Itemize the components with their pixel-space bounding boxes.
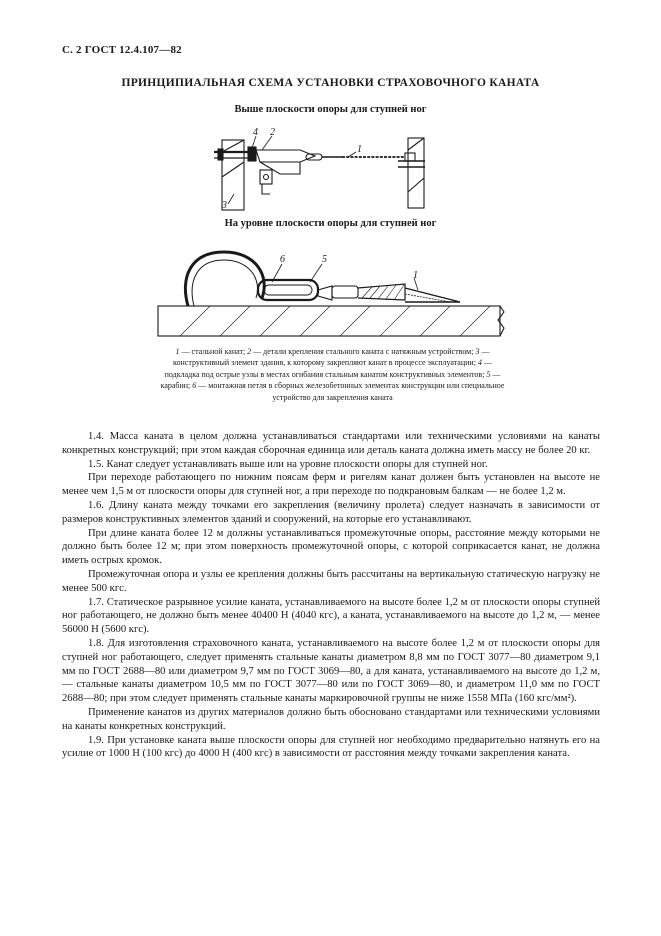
paragraph: 1.8. Для изготовления страховочного каната, устанавливаемого на высоте более 1,2 м от плоскости опоры для ступней ног работающего, следует применять стальные канаты диаметром 8,8 мм по ГОСТ 3077—80 диаметром 9,1 мм по ГОСТ 2688—80 или диаметром 9,7 мм по ГОСТ 3069—80, а для каната, устанавливаемого на высоте до 1,2 м, — стальные канаты диаметром 10,5 мм по ГОСТ 3077—80 или по ГОСТ 3069—80, и диаметром 11,0 мм по ГОСТ 2688—80; при этом следует применять стальные канаты маркировочной группы не ниже 1558 МПа (160 кгс/мм²).	[62, 637, 600, 705]
fig2-label-6: 6	[280, 254, 285, 265]
caption-num: 3	[475, 347, 480, 356]
paragraph: Промежуточная опора и узлы ее крепления должны быть рассчитаны на вертикальную статическую нагрузку не менее 500 кгс.	[62, 568, 600, 594]
fig2-label-5: 5	[322, 254, 327, 265]
figure-caption	[160, 346, 505, 403]
caption-num: 6	[192, 381, 197, 391]
carabiner	[258, 280, 318, 300]
page-header: С. 2 ГОСТ 12.4.107—82	[62, 44, 182, 56]
caption-num: 2	[247, 347, 252, 356]
body-text	[62, 430, 600, 761]
figure1-diagram	[200, 122, 460, 212]
caption-text: — подкладка под острые узлы в местах огибания стальным канатом конструктивных элементов;	[164, 358, 492, 379]
caption-text: — монтажная петля в сборных железобетонных элементах конструкции или специальное устройство для закрепления каната	[196, 381, 505, 402]
figure1-subtitle: Выше плоскости опоры для ступней ног	[234, 104, 427, 115]
caption-text: — конструктивный элемент здания, к которому закрепляют канат в процессе эксплуатации;	[173, 347, 490, 368]
concrete-slab	[158, 306, 500, 336]
paragraph: 1.7. Статическое разрывное усилие каната, устанавливаемого на высоте более 1,2 м от плоскости опоры ступней ног работающего, не должно быть менее 40400 Н (4040 кгс), а каната, устанавливаемого на высоте до 1,2 м, — менее 56000 Н (5600 кгс).	[62, 596, 600, 636]
caption-text: — стальной канат;	[179, 347, 248, 356]
caption-text: — детали крепления стального каната с натяжным устройством;	[251, 347, 476, 356]
fig1-label-2: 2	[270, 127, 275, 138]
caption-text: — карабин;	[160, 369, 501, 391]
caption-num: 5	[486, 369, 491, 379]
paragraph: 1.5. Канат следует устанавливать выше или на уровне плоскости опоры для ступней ног.	[88, 458, 488, 470]
paragraph: При переходе работающего по нижним поясам ферм и ригелям канат должен быть установлен на высоте не менее чем 1,5 м от плоскости опоры для ступней ног, а при переходе по подкрановым балкам — не более 1,2 м.	[62, 472, 600, 498]
caption-num: 4	[477, 358, 482, 368]
paragraph: 1.9. При установке каната выше плоскости опоры для ступней ног необходимо предварительно натянуть его на усилие от 1000 Н (100 кгс) до 4000 Н (400 кгс) в зависимости от расстояния между точками закрепления каната.	[62, 734, 600, 760]
paragraph: При длине каната более 12 м должны устанавливаться промежуточные опоры, расстояние между которыми не должно быть более 12 м; при этом поверхность промежуточной опоры, с которой соприкасается канат, не должна иметь острых кромок.	[62, 527, 600, 567]
caption-num: 1	[175, 347, 180, 356]
fig1-label-1: 1	[357, 144, 362, 155]
steel-rope	[405, 288, 460, 302]
paragraph: 1.4. Масса каната в целом должна устанавливаться стандартами или техническими условиями на канаты конкретных конструкций; при этом каждая сборочная единица или деталь каната должна иметь массу не более 20 кг.	[62, 431, 600, 456]
figure2-diagram	[150, 238, 510, 342]
figure2-subtitle: На уровне плоскости опоры для ступней ног	[224, 218, 437, 229]
paragraph: 1.6. Длину каната между точками его закрепления (величину пролета) следует назначать в зависимости от размеров конструктивных элементов зданий и сооружений, на которые его устанавливают.	[62, 499, 600, 525]
fig1-label-4: 4	[253, 127, 258, 138]
paragraph: Применение канатов из других материалов должно быть обосновано стандартами или техническими условиями на канаты конкретных конструкций.	[62, 706, 600, 732]
fig2-label-1: 1	[413, 270, 418, 281]
fig1-label-3: 3	[222, 200, 227, 211]
page-title: ПРИНЦИПИАЛЬНАЯ СХЕМА УСТАНОВКИ СТРАХОВОЧНОГО КАНАТА	[121, 77, 540, 89]
